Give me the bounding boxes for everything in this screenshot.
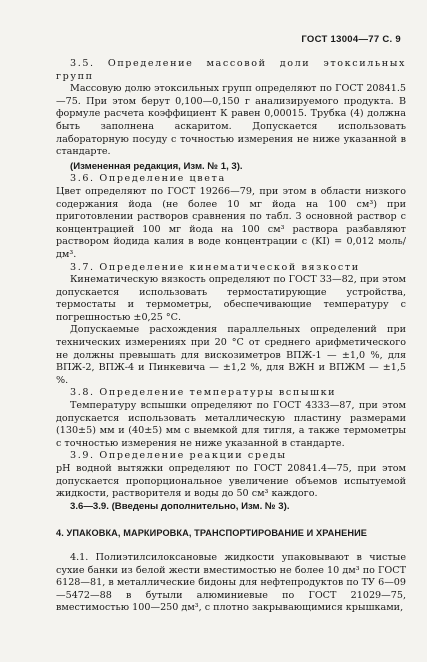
page-header: ГОСТ 13004—77 С. 9: [301, 34, 401, 45]
page-content: [56, 58, 406, 615]
paragraph-3-5: Массовую долю этоксильных групп определяют по ГОСТ 20841.5—75. При этом берут 0,100—0,150 г анализируемого продукта. В формуле расчета коэффициент К равен 0,00015. Трубка (4) должна быть заполнена аскаритом. Допускается использовать лабораторную посуду с точностью измерения не ниже указанной в стандарте.: [56, 83, 406, 158]
paragraph-3-9: рН водной вытяжки определяют по ГОСТ 20841.4—75, при этом допускается пропорциональное увеличение объемов испытуемой жидкости, растворителя и воды до 50 см³ каждого.: [56, 463, 406, 500]
amendment-note-2: 3.6—3.9. (Введены дополнительно, Изм. № 3).: [70, 500, 290, 512]
section-3-8-heading: 3.8. Определение температуры вспышки: [70, 387, 337, 399]
paragraph-3-7-b: Допускаемые расхождения параллельных определений при технических измерениях при 20 °С от среднего арифметического не должны превышать для вискозиметров ВПЖ-1 — ±1,0 %, для ВПЖ-2, ВПЖ-4 и Пинкевича — ±1,2 %, для ВЖН и ВПЖМ — ±1,5 %.: [56, 324, 406, 386]
paragraph-3-7-a: Кинематическую вязкость определяют по ГОСТ 33—82, при этом допускается использовать термостатирующие устройства, термостаты и термометры, обеспечивающие температуру с погрешностью ±0,25 °С.: [56, 274, 406, 323]
section-3-7-heading: 3.7. Определение кинематической вязкости: [70, 261, 360, 273]
section-3-5-heading: 3.5. Определение массовой доли этоксильных групп: [56, 58, 406, 82]
paragraph-3-6: Цвет определяют по ГОСТ 19266—79, при этом в области низкого содержания йода (не более 10 мг йода на 100 см³) при приготовлении растворов сравнения по табл. 3 основной раствор с концентрацией 100 мг йода на 100 см³ раствора разбавляют раствором йодида калия в воде концентрации с (KI) = 0,012 моль/дм³.: [56, 185, 406, 260]
paragraph-4-1: 4.1. Полиэтилсилоксановые жидкости упаковывают в чистые сухие банки из белой жести вместимостью не более 10 дм³ по ГОСТ 6128—81, в металлические бидоны для нефтепродуктов по ТУ 6—09—5472—88 в бутыли алюминиевые по ГОСТ 21029—75, вместимостью 100—250 дм³, с плотно закрывающимися крышками,: [56, 551, 406, 614]
section-3-9-heading: 3.9. Определение реакции среды: [70, 450, 287, 462]
section-4-title: 4. УПАКОВКА, МАРКИРОВКА, ТРАНСПОРТИРОВАНИЕ И ХРАНЕНИЕ: [56, 528, 368, 539]
paragraph-3-8: Температуру вспышки определяют по ГОСТ 4333—87, при этом допускается использовать металлическую пластину размерами (130±5) мм и (40±5) мм с выемкой для тигля, а также термометры с точностью измерения не ниже указанной в стандарте.: [56, 400, 406, 449]
section-3-6-heading: 3.6. Определение цвета: [70, 173, 226, 185]
amendment-note-1: (Измененная редакция, Изм. № 1, 3).: [70, 160, 243, 172]
